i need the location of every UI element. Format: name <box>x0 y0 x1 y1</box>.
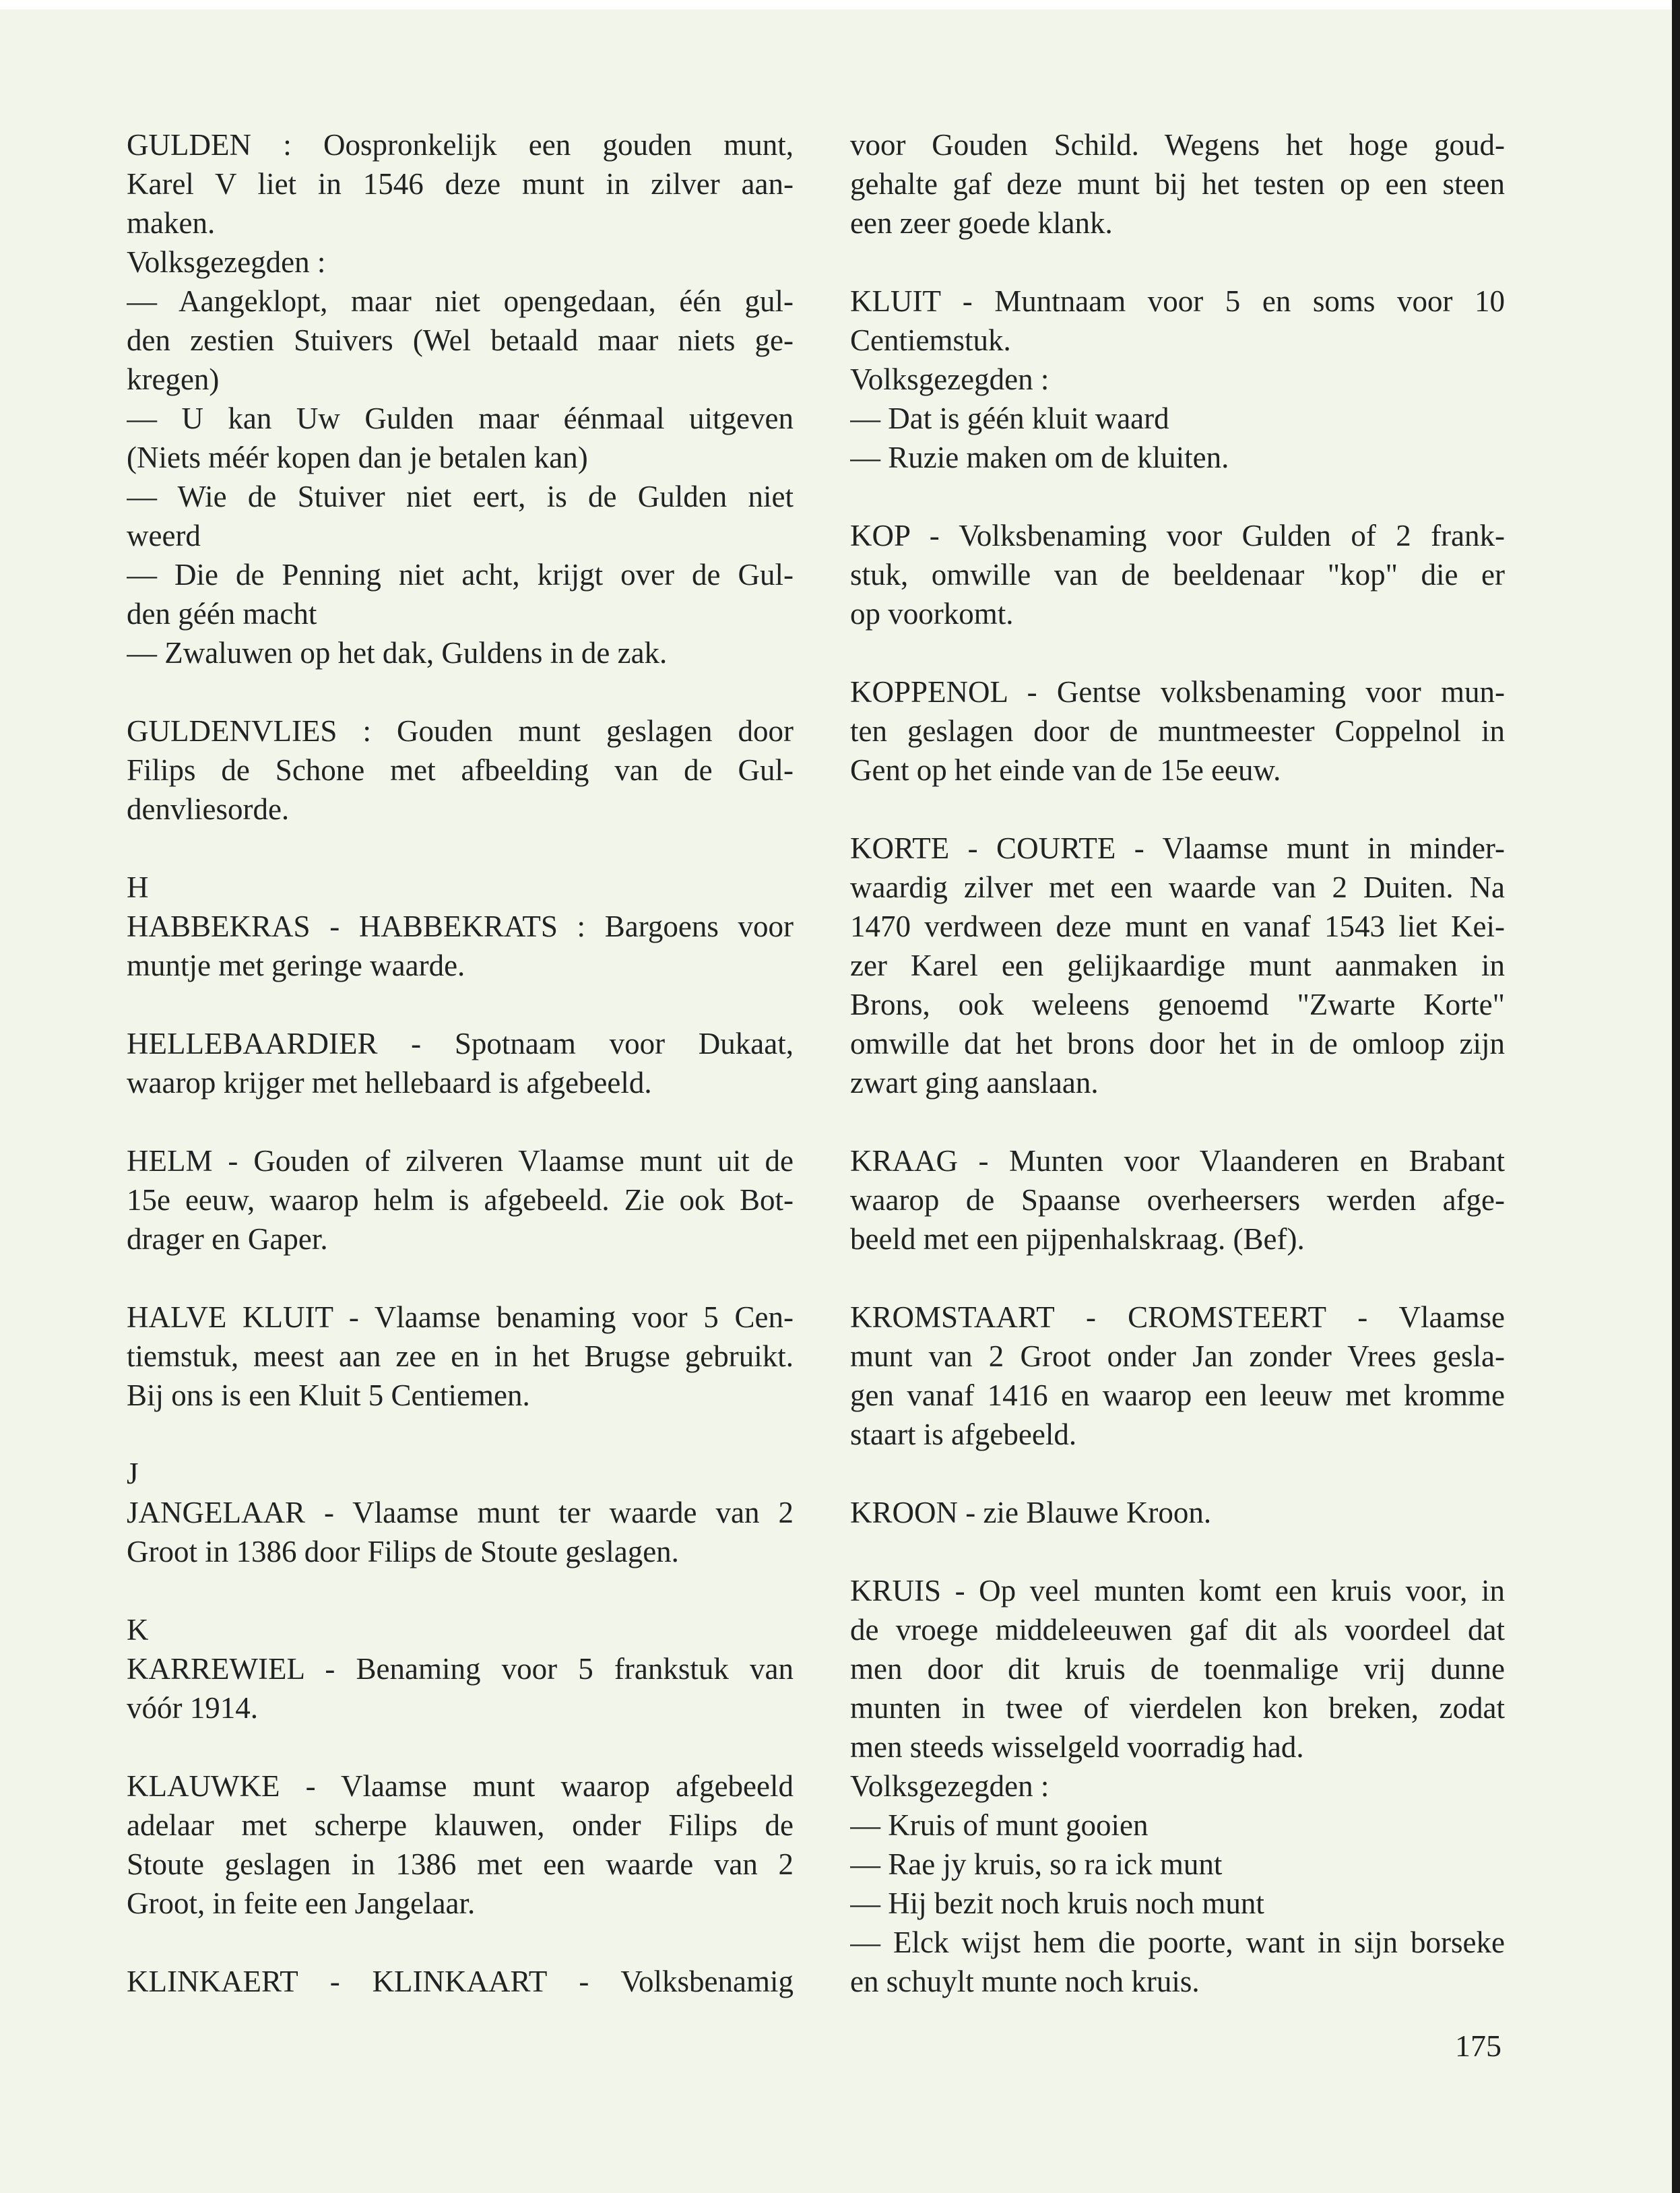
text-line: KROMSTAART - CROMSTEERT - Vlaamse <box>850 1300 1505 1334</box>
text-line: munt van 2 Groot onder Jan zonder Vrees gesla- <box>850 1339 1505 1373</box>
text-line: Stoute geslagen in 1386 met een waarde van 2 <box>127 1847 794 1881</box>
text-line: J <box>127 1457 139 1490</box>
text-line: men steeds wisselgeld voorradig had. <box>850 1730 1304 1764</box>
text-line: Volksgezegden : <box>850 362 1049 396</box>
text-line: — Kruis of munt gooien <box>850 1808 1149 1842</box>
paragraph-spacer <box>850 790 1505 829</box>
text-line: de vroege middeleeuwen gaf dit als voordeel dat <box>850 1613 1505 1647</box>
text-line: weerd <box>127 519 201 552</box>
paragraph-spacer <box>127 1102 794 1141</box>
text-line: tiemstuk, meest aan zee en in het Brugse gebruikt. <box>127 1339 794 1373</box>
text-line: HELM - Gouden of zilveren Vlaamse munt uit de <box>127 1144 794 1178</box>
text-line: Bij ons is een Kluit 5 Centiemen. <box>127 1378 530 1412</box>
text-line: kregen) <box>127 362 220 396</box>
text-line: gehalte gaf deze munt bij het testen op een steen <box>850 167 1505 201</box>
text-line: — Rae jy kruis, so ra ick munt <box>850 1847 1223 1881</box>
text-line: KRUIS - Op veel munten komt een kruis voor, in <box>850 1574 1505 1608</box>
text-line: omwille dat het brons door het in de omloop zijn <box>850 1027 1505 1060</box>
text-line: denvliesorde. <box>127 792 290 826</box>
text-line: KORTE - COURTE - Vlaamse munt in minder- <box>850 831 1505 865</box>
text-line: — U kan Uw Gulden maar éénmaal uitgeven <box>127 402 794 435</box>
text-line: zer Karel een gelijkaardige munt aanmaken in <box>850 949 1505 982</box>
paragraph-spacer <box>850 1454 1505 1493</box>
text-line: Brons, ook weleens genoemd "Zwarte Korte" <box>850 988 1505 1021</box>
text-line: waarop krijger met hellebaard is afgebeeld. <box>127 1066 652 1100</box>
text-line: staart is afgebeeld. <box>850 1418 1077 1451</box>
text-line: KOP - Volksbenaming voor Gulden of 2 frank- <box>850 519 1505 552</box>
text-line: den zestien Stuivers (Wel betaald maar niets ge- <box>127 323 794 357</box>
text-line: — Zwaluwen op het dak, Guldens in de zak. <box>127 636 668 670</box>
text-line: Groot, in feite een Jangelaar. <box>127 1886 476 1920</box>
text-line: — Die de Penning niet acht, krijgt over de Gul- <box>127 558 794 592</box>
paragraph-spacer <box>127 985 794 1024</box>
text-line: Volksgezegden : <box>850 1769 1049 1803</box>
text-line: — Wie de Stuiver niet eert, is de Gulden niet <box>127 480 794 513</box>
text-line: een zeer goede klank. <box>850 206 1113 240</box>
text-line: KLUIT - Muntnaam voor 5 en soms voor 10 <box>850 284 1505 318</box>
paragraph-spacer <box>127 829 794 868</box>
text-line: Filips de Schone met afbeelding van de Gul- <box>127 753 794 787</box>
text-line: Volksgezegden : <box>127 245 326 279</box>
text-line: HELLEBAARDIER - Spotnaam voor Dukaat, <box>127 1027 794 1060</box>
text-line: beeld met een pijpenhalskraag. (Bef). <box>850 1222 1305 1256</box>
text-line: voor Gouden Schild. Wegens het hoge goud- <box>850 128 1505 162</box>
text-line: Centiemstuk. <box>850 323 1011 357</box>
text-line: Gent op het einde van de 15e eeuw. <box>850 753 1281 787</box>
text-line: munten in twee of vierdelen kon breken, zodat <box>850 1691 1505 1725</box>
text-line: H <box>127 870 149 904</box>
paragraph-spacer <box>850 1259 1505 1298</box>
text-line: KRAAG - Munten voor Vlaanderen en Brabant <box>850 1144 1505 1178</box>
text-line: zwart ging aanslaan. <box>850 1066 1099 1100</box>
text-line: Karel V liet in 1546 deze munt in zilver aan- <box>127 167 794 201</box>
right-text-column <box>850 125 1505 2001</box>
text-line: HALVE KLUIT - Vlaamse benaming voor 5 Cen- <box>127 1300 794 1334</box>
text-line: waarop de Spaanse overheersers werden afge- <box>850 1183 1505 1217</box>
page-number: 175 <box>1455 2029 1501 2063</box>
text-line: GULDENVLIES : Gouden munt geslagen door <box>127 714 794 748</box>
text-line: en schuylt munte noch kruis. <box>850 1965 1200 1998</box>
text-line: KOPPENOL - Gentse volksbenaming voor mun- <box>850 675 1505 709</box>
page-edge-shadow <box>1672 0 1680 2193</box>
text-line: JANGELAAR - Vlaamse munt ter waarde van 2 <box>127 1496 794 1529</box>
text-line: adelaar met scherpe klauwen, onder Filips de <box>127 1808 794 1842</box>
text-line: op voorkomt. <box>850 597 1014 631</box>
text-line: Groot in 1386 door Filips de Stoute geslagen. <box>127 1535 679 1568</box>
text-line: — Elck wijst hem die poorte, want in sijn borseke <box>850 1926 1505 1959</box>
paragraph-spacer <box>127 1259 794 1298</box>
text-line: ten geslagen door de muntmeester Coppelnol in <box>850 714 1505 748</box>
paragraph-spacer <box>127 672 794 711</box>
text-line: drager en Gaper. <box>127 1222 328 1256</box>
left-text-column <box>127 125 794 2001</box>
text-line: KLINKAERT - KLINKAART - Volksbenamig <box>127 1965 794 1998</box>
text-line: — Aangeklopt, maar niet opengedaan, één gul- <box>127 284 794 318</box>
text-line: 1470 verdween deze munt en vanaf 1543 liet Kei- <box>850 910 1505 943</box>
text-line: — Ruzie maken om de kluiten. <box>850 441 1229 474</box>
text-line: vóór 1914. <box>127 1691 258 1725</box>
text-line: stuk, omwille van de beeldenaar "kop" die er <box>850 558 1505 592</box>
text-line: (Niets méér kopen dan je betalen kan) <box>127 441 588 474</box>
paragraph-spacer <box>127 1571 794 1610</box>
paragraph-spacer <box>127 1923 794 1962</box>
paragraph-spacer <box>127 1415 794 1454</box>
text-line: HABBEKRAS - HABBEKRATS : Bargoens voor <box>127 910 794 943</box>
text-line: 15e eeuw, waarop helm is afgebeeld. Zie ook Bot- <box>127 1183 794 1217</box>
text-line: waardig zilver met een waarde van 2 Duiten. Na <box>850 870 1505 904</box>
text-line: — Dat is géén kluit waard <box>850 402 1169 435</box>
text-line: men door dit kruis de toenmalige vrij dunne <box>850 1652 1505 1686</box>
text-line: gen vanaf 1416 en waarop een leeuw met kromme <box>850 1378 1505 1412</box>
text-line: — Hij bezit noch kruis noch munt <box>850 1886 1264 1920</box>
paragraph-spacer <box>850 1532 1505 1571</box>
text-line: KROON - zie Blauwe Kroon. <box>850 1496 1212 1529</box>
text-line: KARREWIEL - Benaming voor 5 frankstuk van <box>127 1652 794 1686</box>
text-line: GULDEN : Oospronkelijk een gouden munt, <box>127 128 794 162</box>
text-line: muntje met geringe waarde. <box>127 949 465 982</box>
text-line: KLAUWKE - Vlaamse munt waarop afgebeeld <box>127 1769 794 1803</box>
page-top-margin <box>0 0 1680 9</box>
text-line: K <box>127 1613 149 1647</box>
paragraph-spacer <box>850 1102 1505 1141</box>
text-line: maken. <box>127 206 216 240</box>
paragraph-spacer <box>127 1727 794 1767</box>
paragraph-spacer <box>850 477 1505 516</box>
paragraph-spacer <box>850 243 1505 282</box>
paragraph-spacer <box>850 633 1505 672</box>
text-line: den géén macht <box>127 597 317 631</box>
